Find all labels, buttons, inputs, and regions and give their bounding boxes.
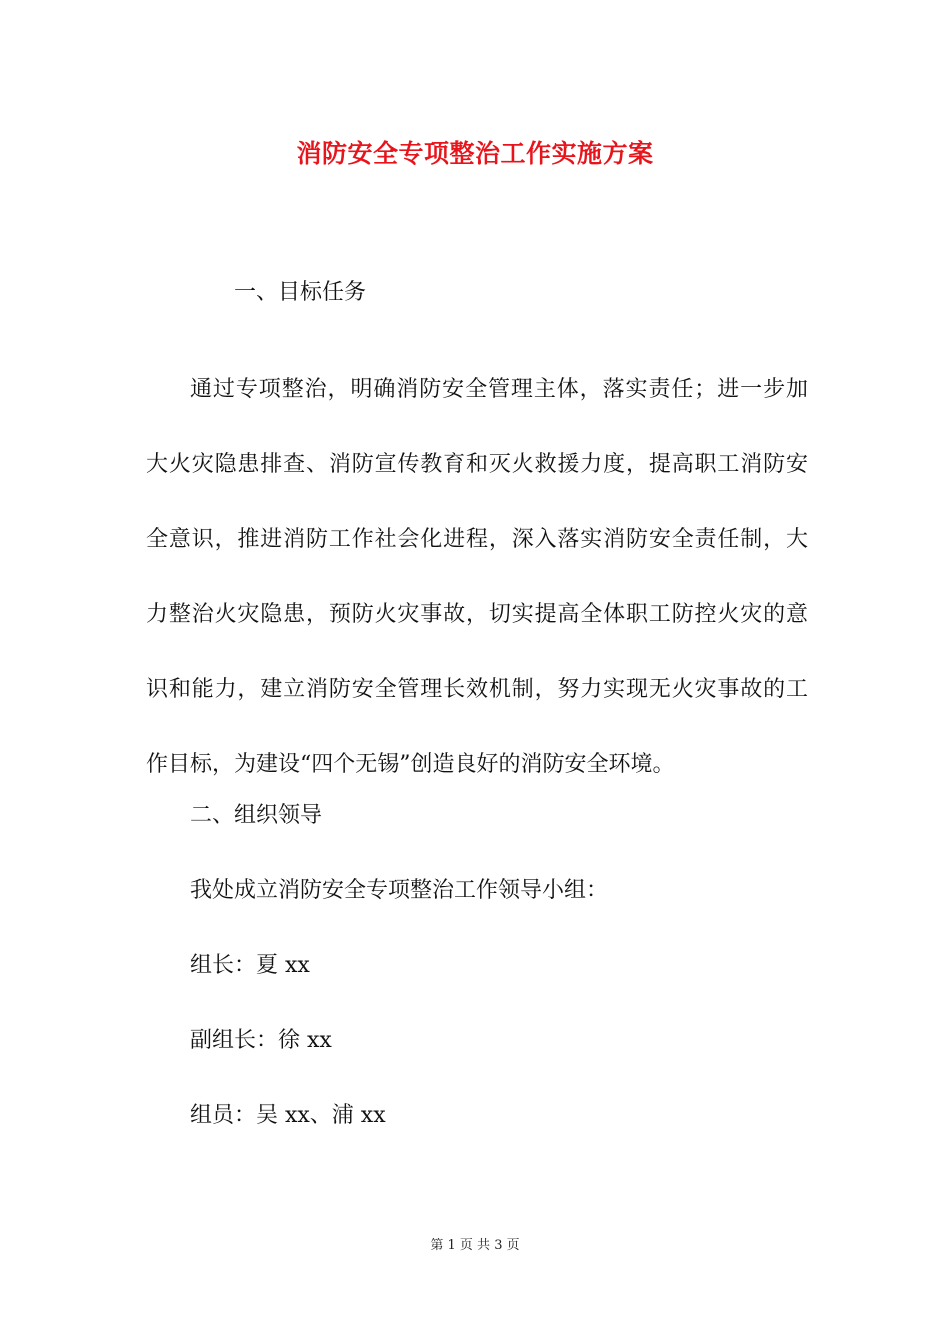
leader-line: 组长：夏 xx (190, 953, 310, 978)
section2-heading: 二、组织领导 (190, 803, 323, 828)
paragraph-line: 力整治火灾隐患，预防火灾事故，切实提高全体职工防控火灾的意 (146, 602, 808, 627)
page-number: 第 1 页 共 3 页 (430, 1238, 520, 1253)
paragraph-line: 作目标，为建设“四个无锡”创造良好的消防安全环境。 (146, 752, 675, 777)
section2-intro: 我处成立消防安全专项整治工作领导小组： (190, 878, 609, 903)
section1-heading: 一、目标任务 (234, 280, 367, 305)
paragraph-line: 识和能力，建立消防安全管理长效机制，努力实现无火灾事故的工 (146, 677, 808, 702)
members-line: 组员：吴 xx、浦 xx (190, 1103, 386, 1128)
paragraph-line: 大火灾隐患排查、消防宣传教育和灭火救援力度，提高职工消防安 (146, 452, 808, 477)
section1-paragraph (146, 352, 808, 802)
deputy-leader-line: 副组长：徐 xx (190, 1028, 332, 1053)
document-title: 消防安全专项整治工作实施方案 (296, 139, 654, 168)
paragraph-line: 全意识，推进消防工作社会化进程，深入落实消防安全责任制，大 (146, 527, 808, 552)
paragraph-line: 通过专项整治，明确消防安全管理主体，落实责任；进一步加 (190, 377, 808, 402)
